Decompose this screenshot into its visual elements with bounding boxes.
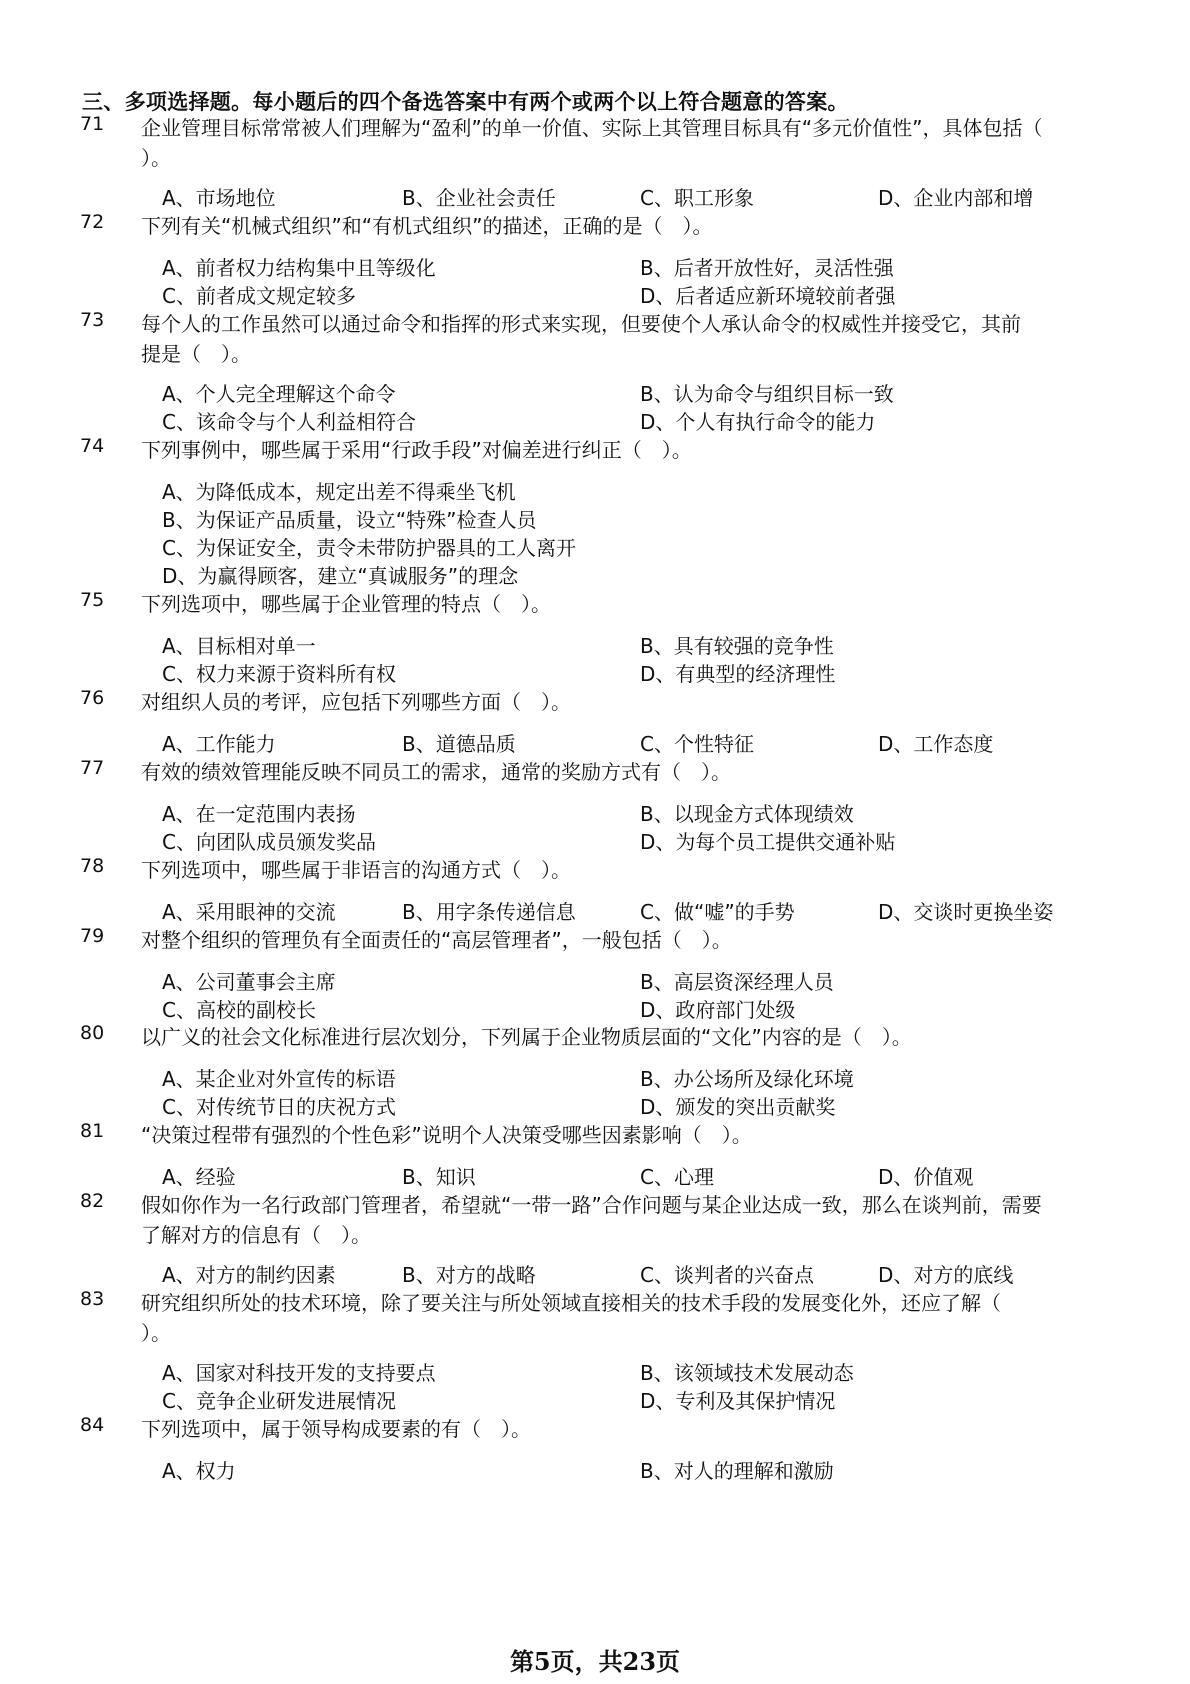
answer-option: B、为保证产品质量，设立“特殊”检查人员 — [162, 508, 537, 532]
question-text-line: ）。 — [141, 146, 171, 170]
question-text-line: 有效的绩效管理能反映不同员工的需求，通常的奖励方式有（ ）。 — [141, 760, 731, 784]
question-number: 77 — [80, 757, 105, 779]
question-text — [141, 1414, 1091, 1444]
answer-option: B、后者开放性好，灵活性强 — [640, 256, 894, 280]
question-number: 76 — [80, 687, 105, 709]
answer-option: B、知识 — [402, 1165, 476, 1189]
question-number: 81 — [80, 1120, 105, 1142]
question-text-line: 每个人的工作虽然可以通过命令和指挥的形式来实现，但要使个人承认命令的权威性并接受它，其前 — [141, 312, 1021, 336]
question-text — [141, 855, 1091, 885]
answer-option: C、高校的副校长 — [162, 998, 316, 1022]
question-text — [141, 925, 1091, 955]
answer-option: C、职工形象 — [640, 186, 754, 210]
question-text-line: 企业管理目标常常被人们理解为“盈利”的单一价值、实际上其管理目标具有“多元价值性”，具体包括（ — [141, 116, 1043, 140]
answer-option: D、对方的底线 — [878, 1263, 1014, 1287]
question-text-line: 研究组织所处的技术环境，除了要关注与所处领域直接相关的技术手段的发展变化外，还应了解（ — [141, 1291, 1001, 1315]
section-title: 三、多项选择题。每小题后的四个备选答案中有两个或两个以上符合题意的答案。 — [82, 90, 849, 114]
answer-option: C、权力来源于资料所有权 — [162, 662, 396, 686]
question-text-line: 假如你作为一名行政部门管理者，希望就“一带一路”合作问题与某企业达成一致，那么在谈判前，需要 — [141, 1193, 1042, 1217]
question-text-line: 了解对方的信息有（ ）。 — [141, 1223, 371, 1247]
question-text — [141, 1190, 1091, 1250]
question-text — [141, 1022, 1091, 1052]
answer-option: A、为降低成本，规定出差不得乘坐飞机 — [162, 480, 516, 504]
question-text — [141, 589, 1091, 619]
question-text-line: 下列选项中，属于领导构成要素的有（ ）。 — [141, 1417, 531, 1441]
answer-option: B、该领域技术发展动态 — [640, 1361, 854, 1385]
question-text — [141, 757, 1091, 787]
question-text-line: 对组织人员的考评，应包括下列哪些方面（ ）。 — [141, 690, 571, 714]
page-footer: 第5页，共23页 — [509, 1647, 681, 1676]
answer-option: A、经验 — [162, 1165, 236, 1189]
answer-option: D、为每个员工提供交通补贴 — [640, 830, 896, 854]
question-text — [141, 435, 1091, 465]
answer-option: C、竞争企业研发进展情况 — [162, 1389, 396, 1413]
answer-option: B、企业社会责任 — [402, 186, 556, 210]
question-number: 80 — [80, 1022, 105, 1044]
answer-option: A、对方的制约因素 — [162, 1263, 336, 1287]
question-text-line: 下列选项中，哪些属于非语言的沟通方式（ ）。 — [141, 858, 571, 882]
question-text-line: 提是（ ）。 — [141, 342, 251, 366]
question-number: 84 — [80, 1414, 105, 1436]
answer-option: A、公司董事会主席 — [162, 970, 336, 994]
answer-option: B、道德品质 — [402, 732, 516, 756]
answer-option: C、做“嘘”的手势 — [640, 900, 795, 924]
question-text — [141, 113, 1091, 173]
answer-option: C、为保证安全，责令未带防护器具的工人离开 — [162, 536, 576, 560]
answer-option: B、高层资深经理人员 — [640, 970, 834, 994]
question-number: 72 — [80, 211, 105, 233]
answer-option: D、专利及其保护情况 — [640, 1389, 836, 1413]
question-number: 71 — [80, 113, 105, 135]
answer-option: C、谈判者的兴奋点 — [640, 1263, 814, 1287]
question-number: 82 — [80, 1190, 105, 1212]
question-text — [141, 687, 1091, 717]
question-number: 75 — [80, 589, 105, 611]
question-text-line: 下列事例中，哪些属于采用“行政手段”对偏差进行纠正（ ）。 — [141, 438, 692, 462]
answer-option: A、目标相对单一 — [162, 634, 316, 658]
answer-option: D、为赢得顾客，建立“真诚服务”的理念 — [162, 564, 519, 588]
answer-option: B、办公场所及绿化环境 — [640, 1067, 854, 1091]
answer-option: D、价值观 — [878, 1165, 974, 1189]
answer-option: D、有典型的经济理性 — [640, 662, 836, 686]
answer-option: B、对人的理解和激励 — [640, 1459, 834, 1483]
answer-option: B、具有较强的竞争性 — [640, 634, 834, 658]
answer-option: D、个人有执行命令的能力 — [640, 410, 876, 434]
answer-option: A、某企业对外宣传的标语 — [162, 1067, 396, 1091]
answer-option: C、个性特征 — [640, 732, 754, 756]
question-text-line: “决策过程带有强烈的个性色彩”说明个人决策受哪些因素影响（ ）。 — [141, 1123, 752, 1147]
answer-option: D、企业内部和增 — [878, 186, 1034, 210]
answer-option: C、该命令与个人利益相符合 — [162, 410, 416, 434]
question-number: 74 — [80, 435, 105, 457]
answer-option: A、个人完全理解这个命令 — [162, 382, 396, 406]
answer-option: B、对方的战略 — [402, 1263, 536, 1287]
answer-option: B、以现金方式体现绩效 — [640, 802, 854, 826]
answer-option: D、后者适应新环境较前者强 — [640, 284, 896, 308]
answer-option: D、交谈时更换坐姿 — [878, 900, 1054, 924]
question-text — [141, 211, 1091, 241]
question-number: 78 — [80, 855, 105, 877]
question-text — [141, 309, 1091, 369]
answer-option: A、采用眼神的交流 — [162, 900, 336, 924]
question-number: 73 — [80, 309, 105, 331]
question-number: 79 — [80, 925, 105, 947]
answer-option: C、对传统节日的庆祝方式 — [162, 1095, 396, 1119]
question-text-line: ）。 — [141, 1321, 171, 1345]
answer-option: A、工作能力 — [162, 732, 276, 756]
question-text — [141, 1288, 1091, 1348]
answer-option: D、颁发的突出贡献奖 — [640, 1095, 836, 1119]
answer-option: A、市场地位 — [162, 186, 276, 210]
answer-option: C、向团队成员颁发奖品 — [162, 830, 376, 854]
question-text — [141, 1120, 1091, 1150]
answer-option: C、前者成文规定较多 — [162, 284, 356, 308]
question-text-line: 以广义的社会文化标准进行层次划分，下列属于企业物质层面的“文化”内容的是（ ）。 — [141, 1025, 912, 1049]
answer-option: B、用字条传递信息 — [402, 900, 576, 924]
answer-option: D、工作态度 — [878, 732, 994, 756]
answer-option: D、政府部门处级 — [640, 998, 796, 1022]
question-text-line: 对整个组织的管理负有全面责任的“高层管理者”，一般包括（ ）。 — [141, 928, 732, 952]
answer-option: C、心理 — [640, 1165, 714, 1189]
answer-option: A、在一定范围内表扬 — [162, 802, 356, 826]
answer-option: A、权力 — [162, 1459, 236, 1483]
question-text-line: 下列选项中，哪些属于企业管理的特点（ ）。 — [141, 592, 551, 616]
answer-option: A、国家对科技开发的支持要点 — [162, 1361, 436, 1385]
question-text-line: 下列有关“机械式组织”和“有机式组织”的描述，正确的是（ ）。 — [141, 214, 713, 238]
question-number: 83 — [80, 1288, 105, 1310]
answer-option: B、认为命令与组织目标一致 — [640, 382, 894, 406]
answer-option: A、前者权力结构集中且等级化 — [162, 256, 436, 280]
